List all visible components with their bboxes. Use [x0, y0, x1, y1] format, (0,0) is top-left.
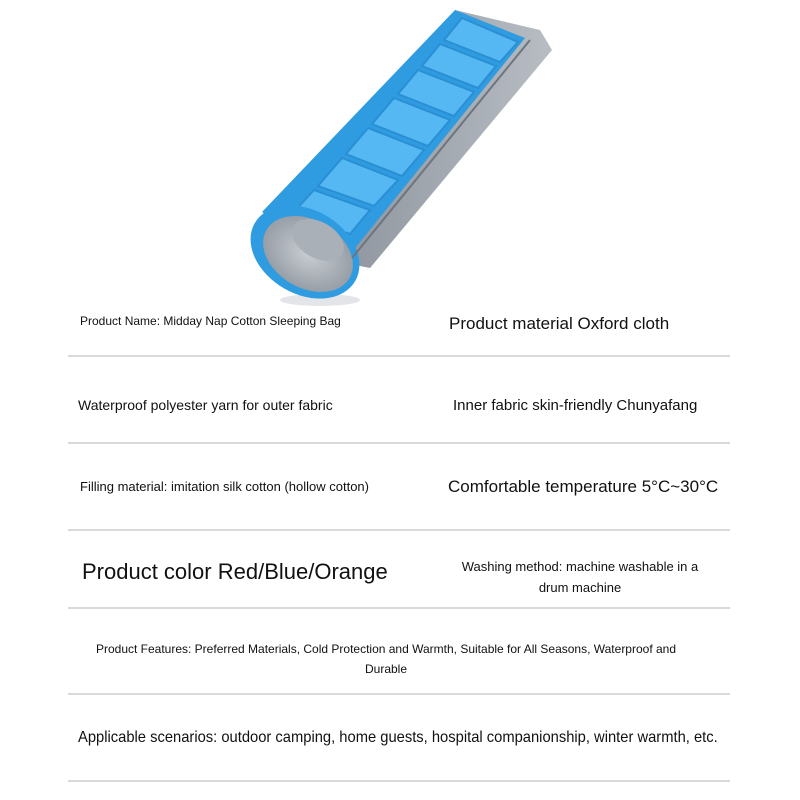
inner-fabric-text: Inner fabric skin-friendly Chunyafang	[453, 397, 698, 414]
washing-method-text: Washing method: machine washable in a drum machine	[461, 559, 699, 595]
spec-row-5	[68, 607, 730, 695]
product-image	[0, 0, 800, 310]
comfort-temperature-text: Comfortable temperature 5°C~30°C	[448, 477, 719, 496]
spec-row-1	[68, 300, 730, 357]
scenarios-text: Applicable scenarios: outdoor camping, home guests, hospital companionship, winter warmth, etc.	[78, 729, 718, 746]
spec-row-6	[68, 693, 730, 782]
features-text: Product Features: Preferred Materials, Cold Protection and Warmth, Suitable for All Seasons, Waterproof and Durable	[95, 642, 677, 676]
spec-row-4	[68, 529, 730, 609]
spec-row-3	[68, 442, 730, 531]
product-material-text: Product material Oxford cloth	[449, 314, 670, 333]
filling-material-text: Filling material: imitation silk cotton (hollow cotton)	[80, 479, 369, 494]
product-color-text: Product color Red/Blue/Orange	[82, 559, 388, 584]
product-name-text: Product Name: Midday Nap Cotton Sleeping Bag	[80, 314, 341, 328]
spec-row-2	[68, 355, 730, 444]
outer-fabric-text: Waterproof polyester yarn for outer fabric	[78, 397, 333, 413]
sleeping-bag-icon	[0, 0, 800, 310]
